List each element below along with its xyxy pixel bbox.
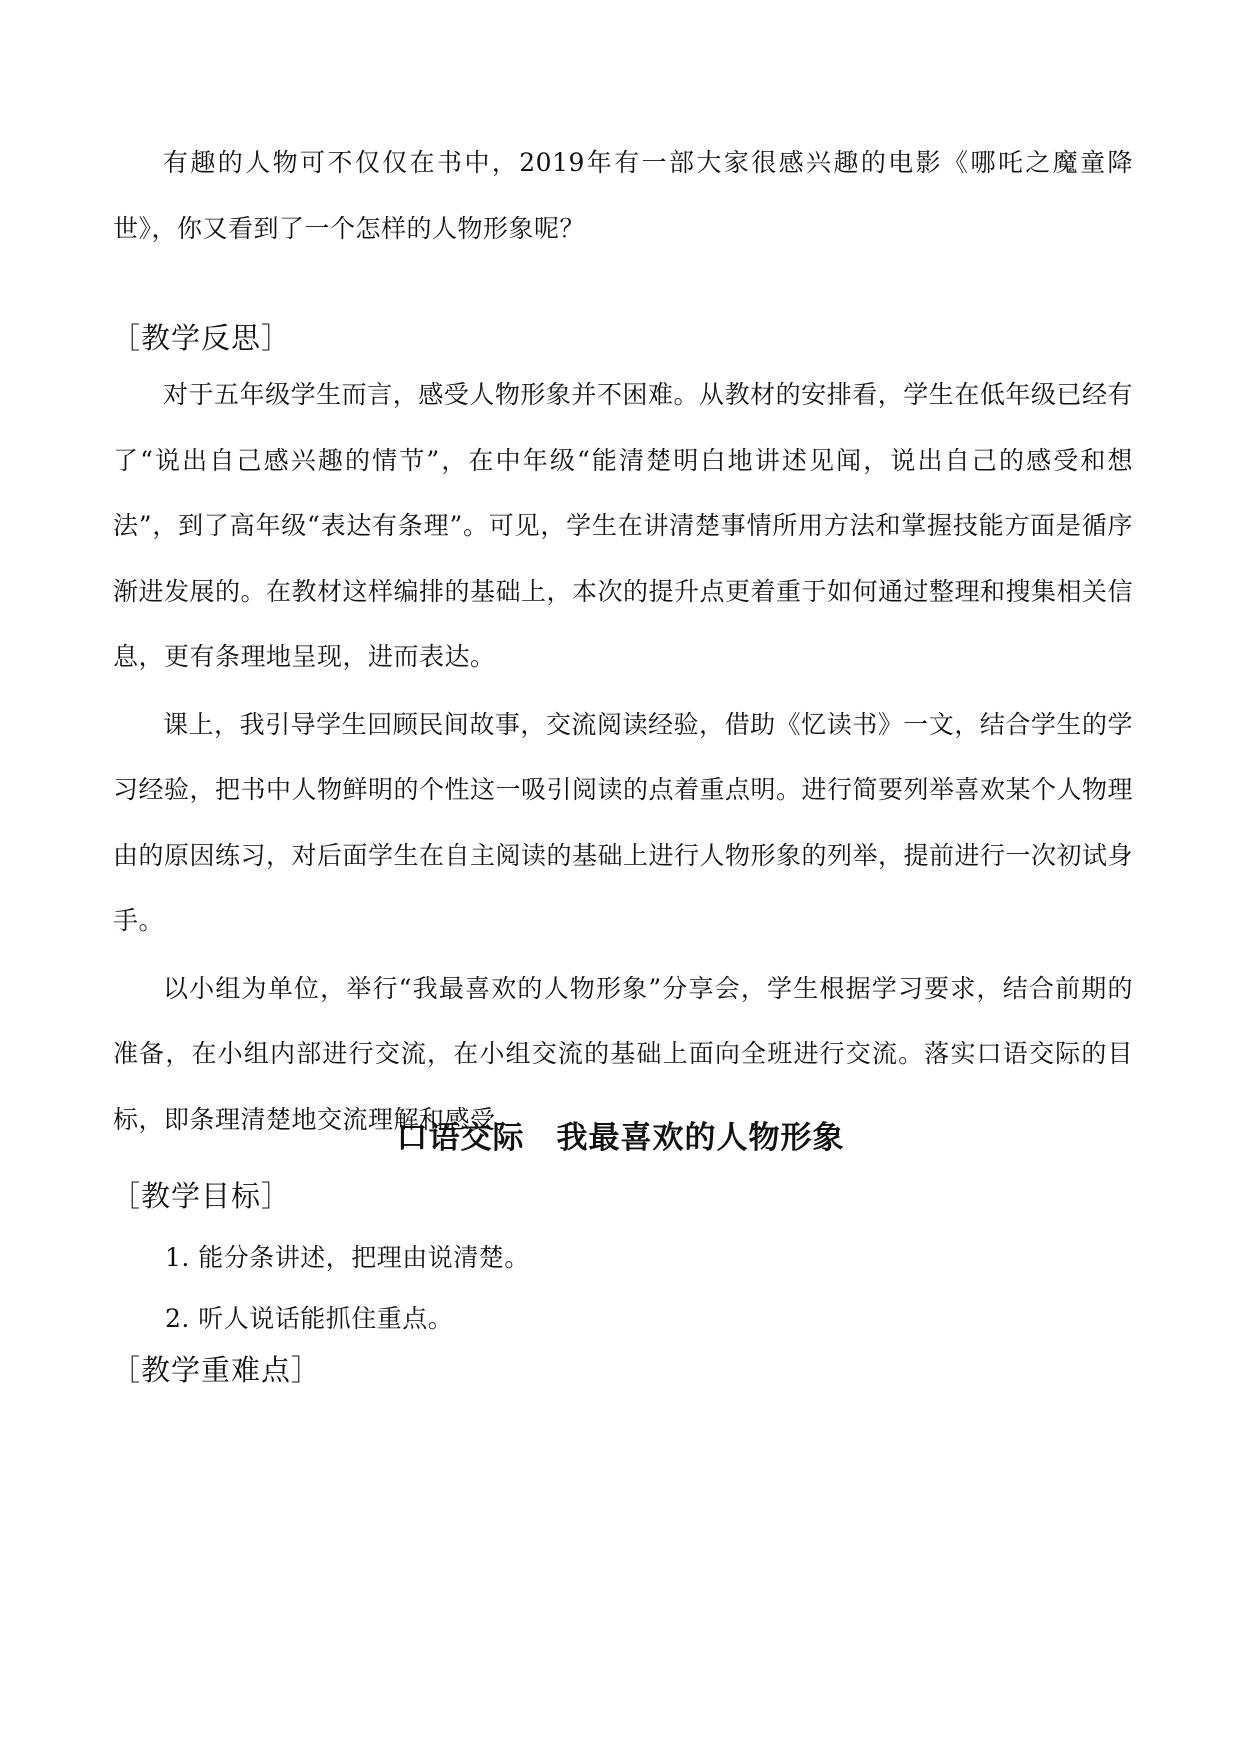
reflection-paragraph-3: 以小组为单位，举行“我最喜欢的人物形象”分享会，学生根据学习要求，结合前期的准备，在小组内部进行交流，在小组交流的基础上面向全班进行交流。落实口语交际的目标，即条理清楚地交流理解和感受。: [113, 973, 1133, 1134]
intro-section: [113, 130, 1133, 261]
goals-heading: ［教学目标］: [111, 1179, 292, 1213]
reflection-section: [113, 318, 1133, 358]
reflection-paragraph-1: 对于五年级学生而言，感受人物形象并不困难。从教材的安排看，学生在低年级已经有了“说出自己感兴趣的情节”，在中年级“能清楚明白地讲述见闻，说出自己的感受和想法”，到了高年级“表达有条理”。可见，学生在讲清楚事情所用方法和掌握技能方面是循序渐进发展的。在教材这样编排的基础上，本次的提升点更着重于如何通过整理和搜集相关信息，更有条理地呈现，进而表达。: [113, 380, 1134, 671]
reflection-paragraph-2: 课上，我引导学生回顾民间故事，交流阅读经验，借助《忆读书》一文，结合学生的学习经验，把书中人物鲜明的个性这一吸引阅读的点着重点明。进行简要列举喜欢某个人物理由的原因练习，对后面学生在自主阅读的基础上进行人物形象的列举，提前进行一次初试身手。: [113, 709, 1134, 935]
goal-item-1: 1. 能分条讲述，把理由说清楚。: [165, 1243, 530, 1272]
intro-paragraph: 有趣的人物可不仅仅在书中，2019年有一部大家很感兴趣的电影《哪吒之魔童降世》，你又看到了一个怎样的人物形象呢？: [113, 148, 1133, 243]
lesson-title: 口语交际 我最喜欢的人物形象: [396, 1120, 845, 1156]
key-points-section: [113, 1350, 1133, 1390]
reflection-heading: ［教学反思］: [111, 321, 292, 355]
goals-section: [113, 1176, 1133, 1339]
key-points-heading: ［教学重难点］: [111, 1353, 322, 1387]
reflection-body: [113, 362, 1133, 1152]
goal-item-2: 2. 听人说话能抓住重点。: [165, 1304, 454, 1333]
